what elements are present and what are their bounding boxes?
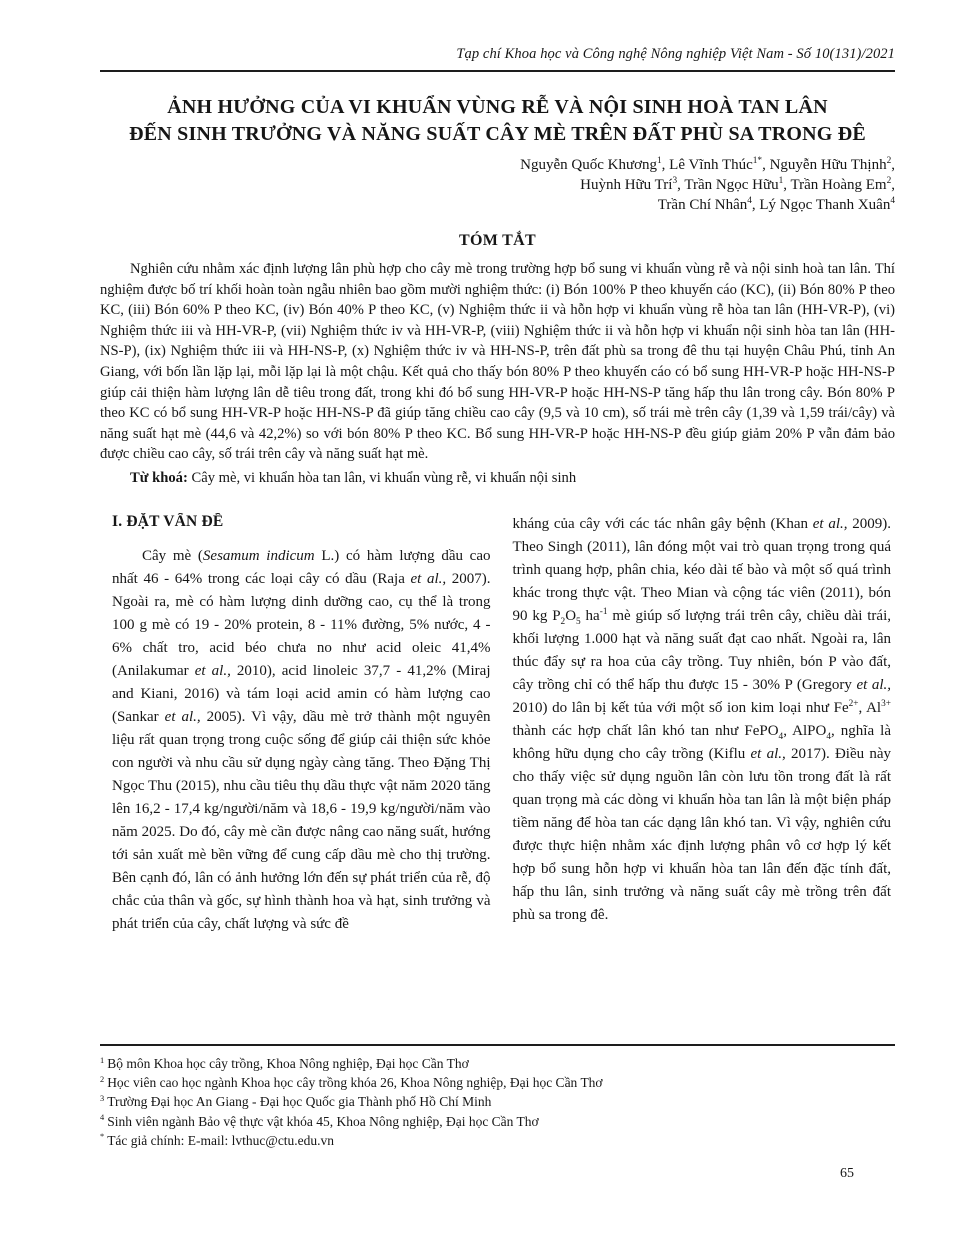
footnote <box>100 1131 895 1150</box>
abstract-text: Nghiên cứu nhằm xác định lượng lân phù hợp cho cây mè trong trường hợp bổ sung vi khuẩn vùng rễ và nội sinh hoà tan lân. Thí nghiệm được bố trí khối hoàn toàn ngẫu nhiên bao gồm mười nghiệm thức: (i) Bón 100% P theo khuyến cáo (KC), (ii) Bón 80% P theo KC, (iii) Bón 60% P theo KC, (iv) Bón 40% P theo KC, (v) Nghiệm thức ii và hỗn hợp vi khuẩn vùng rễ hòa tan lân (HH-VR-P), (vi) Nghiệm thức iii và HH-VR-P, (vii) Nghiệm thức iv và HH-VR-P, (viii) Nghiệm thức ii và hỗn hợp vi khuẩn nội sinh hòa tan lân (HH-NS-P), (ix) Nghiệm thức iii và HH-NS-P, (x) Nghiệm thức iv và HH-NS-P, trên đất phù sa trong đê thu tại huyện Châu Phú, tỉnh An Giang, với bốn lần lặp lại, mỗi lặp lại là một chậu. Kết quả cho thấy bón 80% P theo khuyến cáo có bổ sung HH-VR-P hoặc HH-NS-P giúp cải thiện hàm lượng lân dễ tiêu trong đất, trong khi đó bổ sung HH-VR-P hoặc HH-NS-P tăng hấp thu lân trong cây. Bón 80% P theo KC có bổ sung HH-VR-P hoặc HH-NS-P đã giúp tăng chiều cao cây (9,5 và 10 cm), số trái mè trên cây (1,39 và 1,59 trái/cây) và năng suất hạt mè (44,6 và 42,2%) so với bón 80% P theo KC. Bổ sung HH-VR-P hoặc HH-NS-P đều giúp giảm 20% P vẫn đảm bảo được chiều cao cây, số trái trên cây và năng suất hạt mè. <box>100 261 895 463</box>
footnote-marker: 4 <box>100 1113 105 1123</box>
page-number: 65 <box>840 1166 854 1181</box>
abstract-heading: TÓM TẮT <box>459 232 536 249</box>
footnote-divider <box>100 1044 895 1046</box>
footnote-marker: 3 <box>100 1093 105 1103</box>
journal-header <box>100 46 895 72</box>
footnote-marker: 2 <box>100 1074 105 1084</box>
footnote <box>100 1112 895 1131</box>
section-heading-intro: I. ĐẶT VẤN ĐỀ <box>112 512 224 530</box>
author-line: Nguyễn Quốc Khương$^1$, Lê Vĩnh Thúc$^{1*}$, Nguyễn Hữu Thịnh$^2$, <box>520 156 895 173</box>
footnote-text: Học viên cao học ngành Khoa học cây trồng khóa 26, Khoa Nông nghiệp, Đại học Cần Thơ <box>107 1075 603 1091</box>
footnote <box>100 1092 895 1111</box>
right-column <box>513 513 892 995</box>
footnote <box>100 1073 895 1092</box>
keywords-line: Từ khoá: Cây mè, vi khuẩn hòa tan lân, vi khuẩn vùng rễ, vi khuẩn nội sinh <box>130 469 577 486</box>
footnote-area <box>100 1044 895 1150</box>
article-title <box>100 94 895 148</box>
body-columns <box>100 513 895 995</box>
author-line: Huỳnh Hữu Trí$^3$, Trần Ngọc Hữu$^1$, Trần Hoàng Em$^2$, <box>580 176 895 193</box>
footnote-text: Bộ môn Khoa học cây trồng, Khoa Nông nghiệp, Đại học Cần Thơ <box>107 1056 469 1071</box>
author-list <box>100 155 895 215</box>
article-title-line2: ĐẾN SINH TRƯỞNG VÀ NĂNG SUẤT CÂY MÈ TRÊN ĐẤT PHÙ SA TRONG ĐÊ <box>129 123 866 145</box>
footnote-marker: * <box>100 1132 105 1142</box>
footnote-text: Tác giả chính: E-mail: lvthuc@ctu.edu.vn <box>107 1132 335 1148</box>
author-line: Trần Chí Nhân$^4$, Lý Ngọc Thanh Xuân$^4$ <box>657 196 895 213</box>
footnote-marker: 1 <box>100 1055 105 1065</box>
journal-name: Tạp chí Khoa học và Công nghệ Nông nghiệp Việt Nam - Số 10(131)/2021 <box>456 46 895 62</box>
header-divider <box>100 70 895 72</box>
footnote <box>100 1054 895 1073</box>
intro-paragraph-right: kháng của cây với các tác nhân gây bệnh (Khan et al., 2009). Theo Singh (2011), lân đóng một vai trò quan trọng trong quá trình quang hợp, phân chia, kéo dài tế bào và một số quá trình khác trong thực vật. Theo Mian và cộng tác viên (2011), bón 90 kg $P_2O_5$ $ha^{-1}$ mè giúp số lượng trái trên cây, chiều dài trái, khối lượng 1.000 hạt và năng suất đạt cao nhất. Ngoài ra, lân thúc đẩy sự ra hoa của cây trồng. Tuy nhiên, bón P vào đất, cây trồng chỉ có thể hấp thu được 15 - 30% P (Gregory et al., 2010) do lân bị kết tủa với một số ion kim loại như $Fe^{2+}$, $Al^{3+}$ thành các hợp chất lân khó tan như FePO$_4$, AlPO$_4$, nghĩa là không hữu dụng cho cây trồng (Kiflu et al., 2017). Điều này cho thấy việc sử dụng nguồn lân còn lưu tồn trong đất là rất quan trọng mà các dòng vi khuẩn hòa tan lân là một biện pháp tiềm năng để hòa tan các dạng lân khó tan. Vì vậy, nghiên cứu được thực hiện nhằm xác định lượng phân vô cơ hợp lý kết hợp bổ sung hỗn hợp vi khuẩn hòa tan lân đến đặc tính đất, hấp thu lân, sinh trưởng và năng suất cây mè trồng trên đất phù sa trong đê. <box>512 515 892 923</box>
footnote-text: Sinh viên ngành Bảo vệ thực vật khóa 45, Khoa Nông nghiệp, Đại học Cần Thơ <box>107 1113 539 1129</box>
footnote-text: Trường Đại học An Giang - Đại học Quốc gia Thành phố Hồ Chí Minh <box>107 1094 492 1110</box>
intro-paragraph-left: Cây mè (Sesamum indicum L.) có hàm lượng dầu cao nhất 46 - 64% trong các loại cây có dầu (Raja et al., 2007). Ngoài ra, mè có hàm lượng dinh dưỡng cao, cụ thể là trong 100 g mè có 19 - 20% protein, 8 - 11% đường, 5% nước, 4 - 6% chất tro, acid béo chưa no như acid oleic 41,4% (Anilakumar et al., 2010), acid linoleic 37,7 - 41,2% (Miraj and Kiani, 2016) và tám loại acid amin có hàm lượng cao (Sankar et al., 2005). Vì vậy, dầu mè trở thành một nguyên liệu rất quan trọng trong cuộc sống để giúp cải thiện sức khỏe con người và nhu cầu sử dụng ngày càng tăng. Theo Đặng Thị Ngọc Thu (2015), nhu cầu tiêu thụ dầu thực vật năm 2020 tăng lên 16,2 - 17,4 kg/người/năm và 18,6 - 19,9 kg/người/năm vào năm 2025. Do đó, cây mè cần được nâng cao năng suất, hướng tới sản xuất mè bền vững để cung cấp dầu mè cho thị trường. Bên cạnh đó, lân có ảnh hưởng lớn đến sự phát triển của rễ, độ chắc của thân và gốc, sự hình thành hoa và hạt, sinh trưởng và phát triển của cây, chất lượng và sức đề <box>112 547 491 932</box>
article-title-line1: ẢNH HƯỞNG CỦA VI KHUẨN VÙNG RỄ VÀ NỘI SINH HOÀ TAN LÂN <box>167 96 828 118</box>
left-column <box>112 513 491 995</box>
